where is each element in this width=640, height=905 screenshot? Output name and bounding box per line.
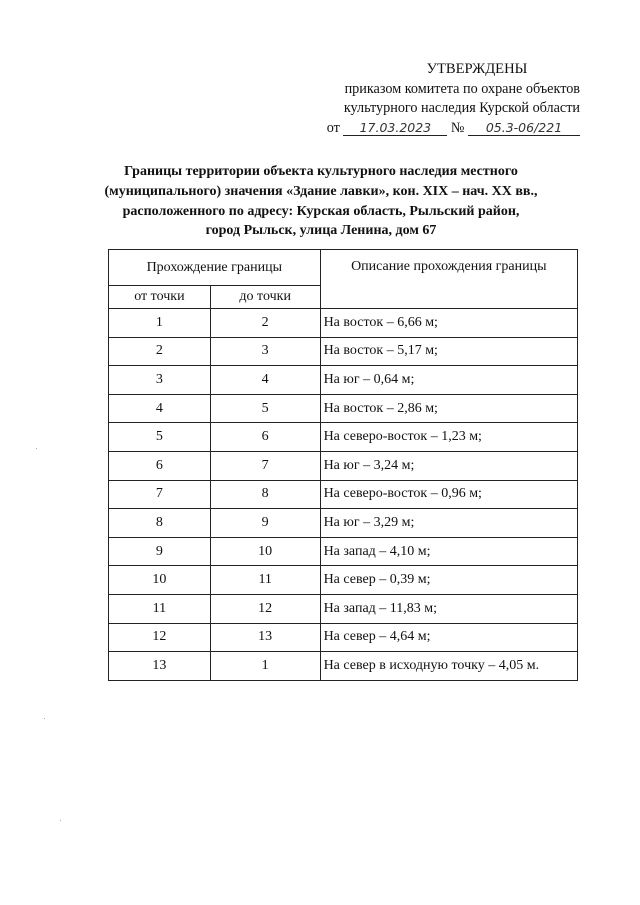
- cell-to-point: 12: [210, 594, 320, 623]
- cell-from-point: 12: [109, 623, 211, 652]
- cell-from-point: 2: [109, 337, 211, 366]
- cell-from-point: 13: [109, 652, 211, 681]
- title-line-1: Границы территории объекта культурного наследия местного: [124, 164, 518, 179]
- table-row: [109, 394, 578, 423]
- cell-from-point: 6: [109, 451, 211, 480]
- cell-description: На запад – 4,10 м;: [320, 537, 577, 566]
- cell-to-point: 10: [210, 537, 320, 566]
- approval-block: [318, 60, 580, 138]
- title-line-3: расположенного по адресу: Курская область, Рыльский район,: [122, 203, 520, 219]
- cell-description: На юг – 0,64 м;: [320, 366, 577, 395]
- table-row: [109, 337, 578, 366]
- cell-from-point: 3: [109, 366, 211, 395]
- cell-to-point: 3: [210, 337, 320, 366]
- approval-line-2: культурного наследия Курской области: [343, 100, 580, 116]
- approval-heading: УТВЕРЖДЕНЫ: [426, 61, 528, 77]
- cell-to-point: 9: [210, 509, 320, 538]
- approval-date-line: [318, 119, 580, 139]
- cell-from-point: 11: [109, 594, 211, 623]
- cell-description: На северо-восток – 0,96 м;: [320, 480, 577, 509]
- title-line-4: город Рыльск, улица Ленина, дом 67: [205, 223, 437, 239]
- cell-description: На восток – 5,17 м;: [320, 337, 577, 366]
- table-row: [109, 366, 578, 395]
- table-row: [109, 594, 578, 623]
- cell-to-point: 7: [210, 451, 320, 480]
- cell-description: На северо-восток – 1,23 м;: [320, 423, 577, 452]
- cell-from-point: 7: [109, 480, 211, 509]
- cell-to-point: 13: [210, 623, 320, 652]
- approval-date: 17.03.2023: [343, 120, 447, 136]
- header-to-point: до точки: [210, 286, 320, 309]
- cell-from-point: 10: [109, 566, 211, 595]
- cell-to-point: 6: [210, 423, 320, 452]
- cell-to-point: 4: [210, 366, 320, 395]
- scan-speck: [36, 448, 37, 449]
- cell-description: На север – 4,64 м;: [320, 623, 577, 652]
- date-prefix: от: [326, 119, 340, 136]
- table-row: [109, 652, 578, 681]
- table-row: [109, 566, 578, 595]
- cell-description: На восток – 2,86 м;: [320, 394, 577, 423]
- cell-from-point: 5: [109, 423, 211, 452]
- table-row: [109, 537, 578, 566]
- cell-description: На север – 0,39 м;: [320, 566, 577, 595]
- cell-description: На юг – 3,29 м;: [320, 509, 577, 538]
- table-row: [109, 309, 578, 338]
- table-row: [109, 509, 578, 538]
- cell-to-point: 5: [210, 394, 320, 423]
- cell-description: На запад – 11,83 м;: [320, 594, 577, 623]
- cell-to-point: 1: [210, 652, 320, 681]
- table-row: [109, 423, 578, 452]
- cell-description: На юг – 3,24 м;: [320, 451, 577, 480]
- scan-speck: [44, 718, 45, 719]
- header-description: Описание прохождения границы: [320, 250, 577, 309]
- number-prefix: №: [450, 119, 465, 136]
- cell-description: На восток – 6,66 м;: [320, 309, 577, 338]
- cell-from-point: 9: [109, 537, 211, 566]
- table-row: [109, 480, 578, 509]
- header-boundary-passage: Прохождение границы: [109, 250, 321, 286]
- approval-number: 05.3-06/221: [468, 120, 580, 136]
- approval-line-1: приказом комитета по охране объектов: [344, 80, 580, 97]
- cell-from-point: 8: [109, 509, 211, 538]
- header-from-point: от точки: [109, 286, 211, 309]
- cell-to-point: 8: [210, 480, 320, 509]
- cell-from-point: 4: [109, 394, 211, 423]
- scan-speck: [60, 820, 61, 821]
- boundary-table: [108, 249, 578, 681]
- title-line-2: (муниципального) значения «Здание лавки», кон. XIX – нач. XX вв.,: [104, 183, 538, 199]
- cell-to-point: 2: [210, 309, 320, 338]
- document-title: [86, 162, 556, 241]
- cell-to-point: 11: [210, 566, 320, 595]
- cell-from-point: 1: [109, 309, 211, 338]
- table-body: [109, 309, 578, 681]
- table-row: [109, 623, 578, 652]
- table-row: [109, 451, 578, 480]
- cell-description: На север в исходную точку – 4,05 м.: [320, 652, 577, 681]
